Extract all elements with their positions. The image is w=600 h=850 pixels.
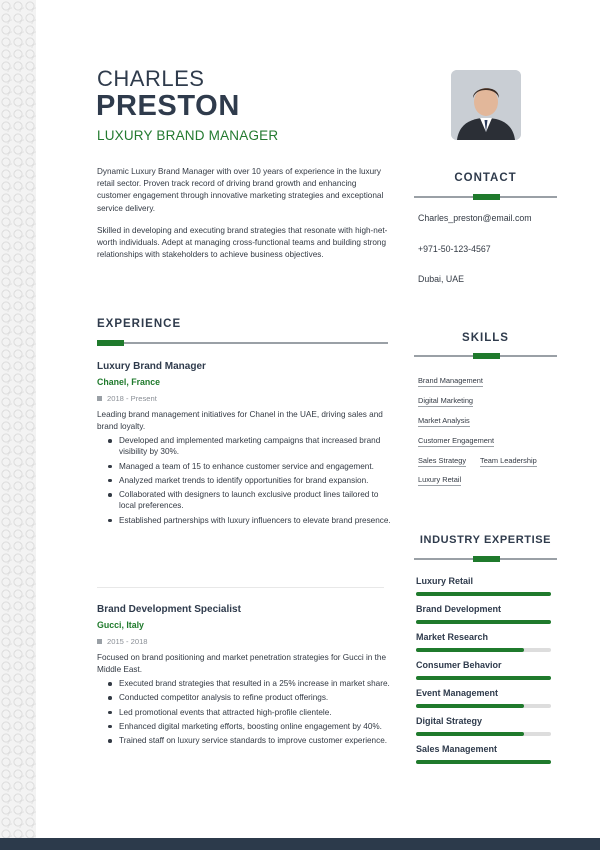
job-entry [97, 361, 392, 529]
job-dates [97, 637, 392, 646]
expertise-bar-fill [416, 732, 524, 736]
summary-paragraph: Skilled in developing and executing brand strategies that resonate with high-net-worth individuals. Adept at managing cross-functional teams and building strong relationships with stakeholders to achieve business objectives. [97, 225, 388, 260]
expertise-label: Digital Strategy [416, 716, 483, 726]
skills-divider [414, 353, 557, 359]
last-name: PRESTON [96, 90, 240, 122]
job-dates [97, 394, 392, 403]
footer-bar [0, 838, 600, 850]
contact-email[interactable]: Charles_preston@email.com [418, 213, 532, 223]
job-description: Focused on brand positioning and market penetration strategies for Gucci in the Middle East. [97, 653, 387, 674]
job-dates-text: 2018 - Present [107, 394, 157, 403]
job-bullet: Executed brand strategies that resulted in a 25% increase in market share. [97, 678, 392, 689]
expertise-bar-fill [416, 620, 551, 624]
expertise-label: Consumer Behavior [416, 660, 502, 670]
experience-heading: EXPERIENCE [97, 318, 182, 330]
skills-heading: SKILLS [462, 332, 509, 344]
expertise-bar-track [416, 676, 551, 680]
job-separator [97, 587, 384, 588]
expertise-bar-fill [416, 648, 524, 652]
expertise-bar-track [416, 732, 551, 736]
expertise-bar-track [416, 620, 551, 624]
calendar-icon [97, 639, 102, 644]
decorative-side-pattern [0, 0, 36, 838]
expertise-label: Event Management [416, 688, 499, 698]
skill-tag: Sales Strategy [418, 456, 467, 465]
expertise-label: Market Research [416, 632, 489, 642]
skill-tag: Market Analysis [418, 416, 470, 425]
skill-tag: Brand Management [418, 376, 483, 385]
contact-heading: CONTACT [454, 172, 517, 184]
skill-tag: Customer Engagement [418, 436, 494, 445]
expertise-bar-fill [416, 592, 551, 596]
job-bullet: Collaborated with designers to launch exclusive product lines tailored to local preferences. [97, 489, 392, 512]
job-bullet: Analyzed market trends to identify opportunities for brand expansion. [97, 475, 392, 486]
job-bullet: Developed and implemented marketing campaigns that increased brand visibility by 30%. [97, 435, 392, 458]
calendar-icon [97, 396, 102, 401]
first-name: CHARLES [97, 66, 205, 91]
contact-phone[interactable]: +971-50-123-4567 [418, 244, 491, 254]
expertise-label: Brand Development [416, 604, 502, 614]
job-dates-text: 2015 - 2018 [107, 637, 148, 646]
job-bullet: Led promotional events that attracted high-profile clientele. [97, 707, 392, 718]
expertise-bar-track [416, 648, 551, 652]
job-bullet: Conducted competitor analysis to refine product offerings. [97, 692, 392, 703]
expertise-label: Sales Management [416, 744, 498, 754]
job-company: Chanel, France [97, 377, 161, 387]
job-description: Leading brand management initiatives for Chanel in the UAE, driving sales and brand loyalty. [97, 410, 383, 431]
expertise-bar-fill [416, 676, 551, 680]
job-bullets [97, 678, 392, 746]
expertise-bar-fill [416, 704, 524, 708]
job-bullet: Enhanced digital marketing efforts, boosting online engagement by 40%. [97, 721, 392, 732]
profile-summary [97, 166, 389, 261]
expertise-bar-track [416, 592, 551, 596]
job-bullets [97, 435, 392, 526]
experience-divider [97, 340, 388, 346]
skill-tag: Luxury Retail [418, 475, 462, 484]
summary-paragraph: Dynamic Luxury Brand Manager with over 10 years of experience in the luxury retail sector. Proven track record of driving brand growth and enhancing customer engagement through innovative marketing strategies and exceptional service delivery. [97, 167, 384, 213]
skill-tag: Team Leadership [480, 456, 537, 465]
job-title: LUXURY BRAND MANAGER [97, 128, 279, 143]
industry-expertise-divider [414, 556, 557, 562]
expertise-bar-track [416, 760, 551, 764]
contact-divider [414, 194, 557, 200]
profile-photo [451, 70, 521, 140]
expertise-label: Luxury Retail [416, 576, 474, 586]
job-bullet: Trained staff on luxury service standards to improve customer experience. [97, 735, 392, 746]
skill-tag: Digital Marketing [418, 396, 474, 405]
job-bullet: Managed a team of 15 to enhance customer service and engagement. [97, 461, 392, 472]
job-bullet: Established partnerships with luxury influencers to elevate brand presence. [97, 515, 392, 526]
expertise-bar-fill [416, 760, 551, 764]
industry-expertise-heading: INDUSTRY EXPERTISE [419, 534, 552, 546]
job-role: Luxury Brand Manager [97, 361, 206, 372]
job-entry [97, 604, 392, 749]
contact-location: Dubai, UAE [418, 274, 464, 284]
job-company: Gucci, Italy [97, 620, 144, 630]
job-role: Brand Development Specialist [97, 604, 241, 615]
expertise-bar-track [416, 704, 551, 708]
